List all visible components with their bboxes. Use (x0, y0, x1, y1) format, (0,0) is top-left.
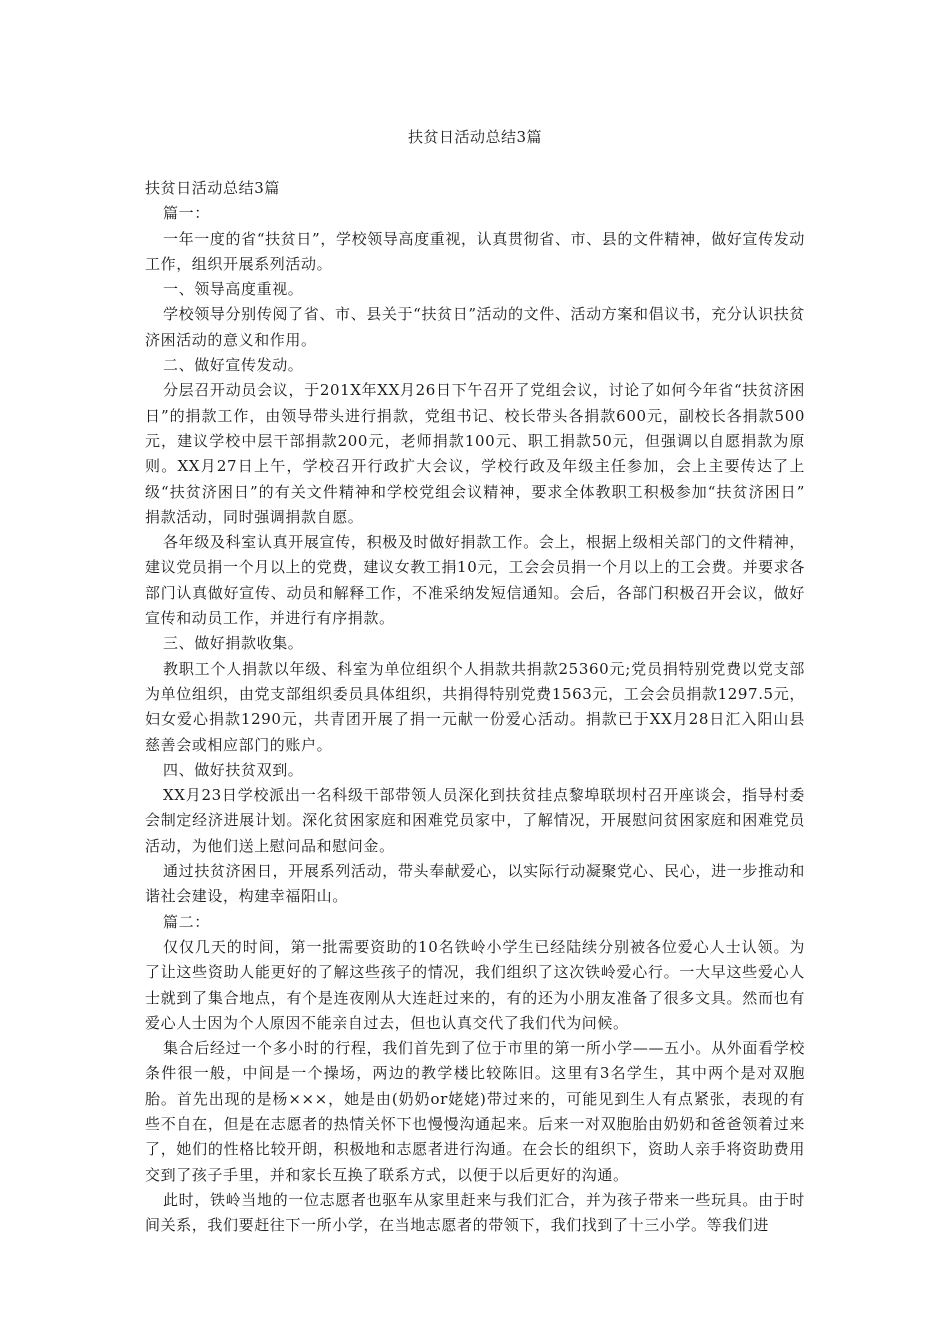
paragraph: 此时，铁岭当地的一位志愿者也驱车从家里赶来与我们汇合，并为孩子带来一些玩具。由于时间关系，我们要赶往下一所小学，在当地志愿者的带领下，我们找到了十三小学。等我们进 (145, 1190, 805, 1235)
paragraph: 集合后经过一个多小时的行程，我们首先到了位于市里的第一所小学——五小。从外面看学校条件很一般，中间是一个操场，两边的教学楼比较陈旧。这里有3名学生，其中两个是对双胞胎。首先出现的是杨×××，她是由(奶奶or姥姥)带过来的，可能见到生人有点紧张，表现的有些不自在，但是在志愿者的热情关怀下也慢慢沟通起来。后来一对双胞胎由奶奶和爸爸领着过来了，她们的性格比较开朗，积极地和志愿者进行沟通。在会长的组织下，资助人亲手将资助费用交到了孩子手里，并和家长互换了联系方式，以便于以后更好的沟通。 (145, 1039, 805, 1184)
paragraph: 分层召开动员会议，于201X年XX月26日下午召开了党组会议，讨论了如何今年省“扶贫济困日”的捐款工作，由领导带头进行捐款，党组书记、校长带头各捐款600元，副校长各捐款500元，建议学校中层干部捐款200元，老师捐款100元、职工捐款50元，但强调以自愿捐款为原则。XX月27日上午，学校召开行政扩大会议，学校行政及年级主任参加，会上主要传达了上级“扶贫济困日”的有关文件精神和学校党组会议精神，要求全体教职工积极参加“扶贫济困日” 捐款活动，同时强调捐款自愿。 (145, 381, 805, 526)
paragraph: XX月23日学校派出一名科级干部带领人员深化到扶贫挂点黎埠联坝村召开座谈会，指导村委会制定经济进展计划。深化贫困家庭和困难党员家中，了解情况，开展慰问贫困家庭和困难党员活动，为他们送上慰问品和慰问金。 (145, 786, 805, 855)
paragraph: 三、做好捐款收集。 (163, 634, 304, 653)
paragraph: 四、做好扶贫双到。 (163, 760, 304, 779)
paragraph: 二、做好宣传发动。 (163, 356, 304, 375)
paragraph: 仅仅几天的时间，第一批需要资助的10名铁岭小学生已经陆续分别被各位爱心人士认领。为了让这些资助人能更好的了解这些孩子的情况，我们组织了这次铁岭爱心行。一大早这些爱心人士就到了集合地点，有个是连夜刚从大连赶过来的，有的还为小朋友准备了很多文具。然而也有爱心人士因为个人原因不能亲自过去，但也认真交代了我们代为问候。 (145, 937, 805, 1032)
document-body (145, 176, 805, 1238)
paragraph: 一、领导高度重视。 (163, 280, 304, 299)
paragraph: 教职工个人捐款以年级、科室为单位组织个人捐款共捐款25360元;党员捐特别党费以党支部为单位组织，由党支部组织委员具体组织，共捐得特别党费1563元，工会会员捐款1297.5元，妇女爱心捐款1290元，共青团开展了捐一元献一份爱心活动。捐款已于XX月28日汇入阳山县慈善会或相应部门的账户。 (145, 659, 805, 754)
paragraph: 学校领导分别传阅了省、市、县关于“扶贫日”活动的文件、活动方案和倡议书，充分认识扶贫济困活动的意义和作用。 (145, 305, 805, 349)
paragraph: 各年级及科室认真开展宣传，积极及时做好捐款工作。会上，根据上级相关部门的文件精神，建议党员捐一个月以上的党费，建议女教工捐10元，工会会员捐一个月以上的工会费。并要求各部门认真做好宣传、动员和解释工作，不准采纳发短信通知。会后，各部门积极召开会议，做好宣传和动员工作，并进行有序捐款。 (145, 533, 805, 628)
paragraph: 篇一： (163, 204, 210, 223)
paragraph: 扶贫日活动总结3篇 (145, 179, 280, 197)
paragraph: 一年一度的省“扶贫日”，学校领导高度重视，认真贯彻省、市、县的文件精神，做好宣传发动工作，组织开展系列活动。 (145, 229, 805, 273)
document-title: 扶贫日活动总结3篇 (407, 128, 543, 146)
paragraph: 篇二： (163, 912, 210, 931)
paragraph: 通过扶贫济困日，开展系列活动，带头奉献爱心，以实际行动凝聚党心、民心，进一步推动和谐社会建设，构建幸福阳山。 (145, 862, 805, 906)
